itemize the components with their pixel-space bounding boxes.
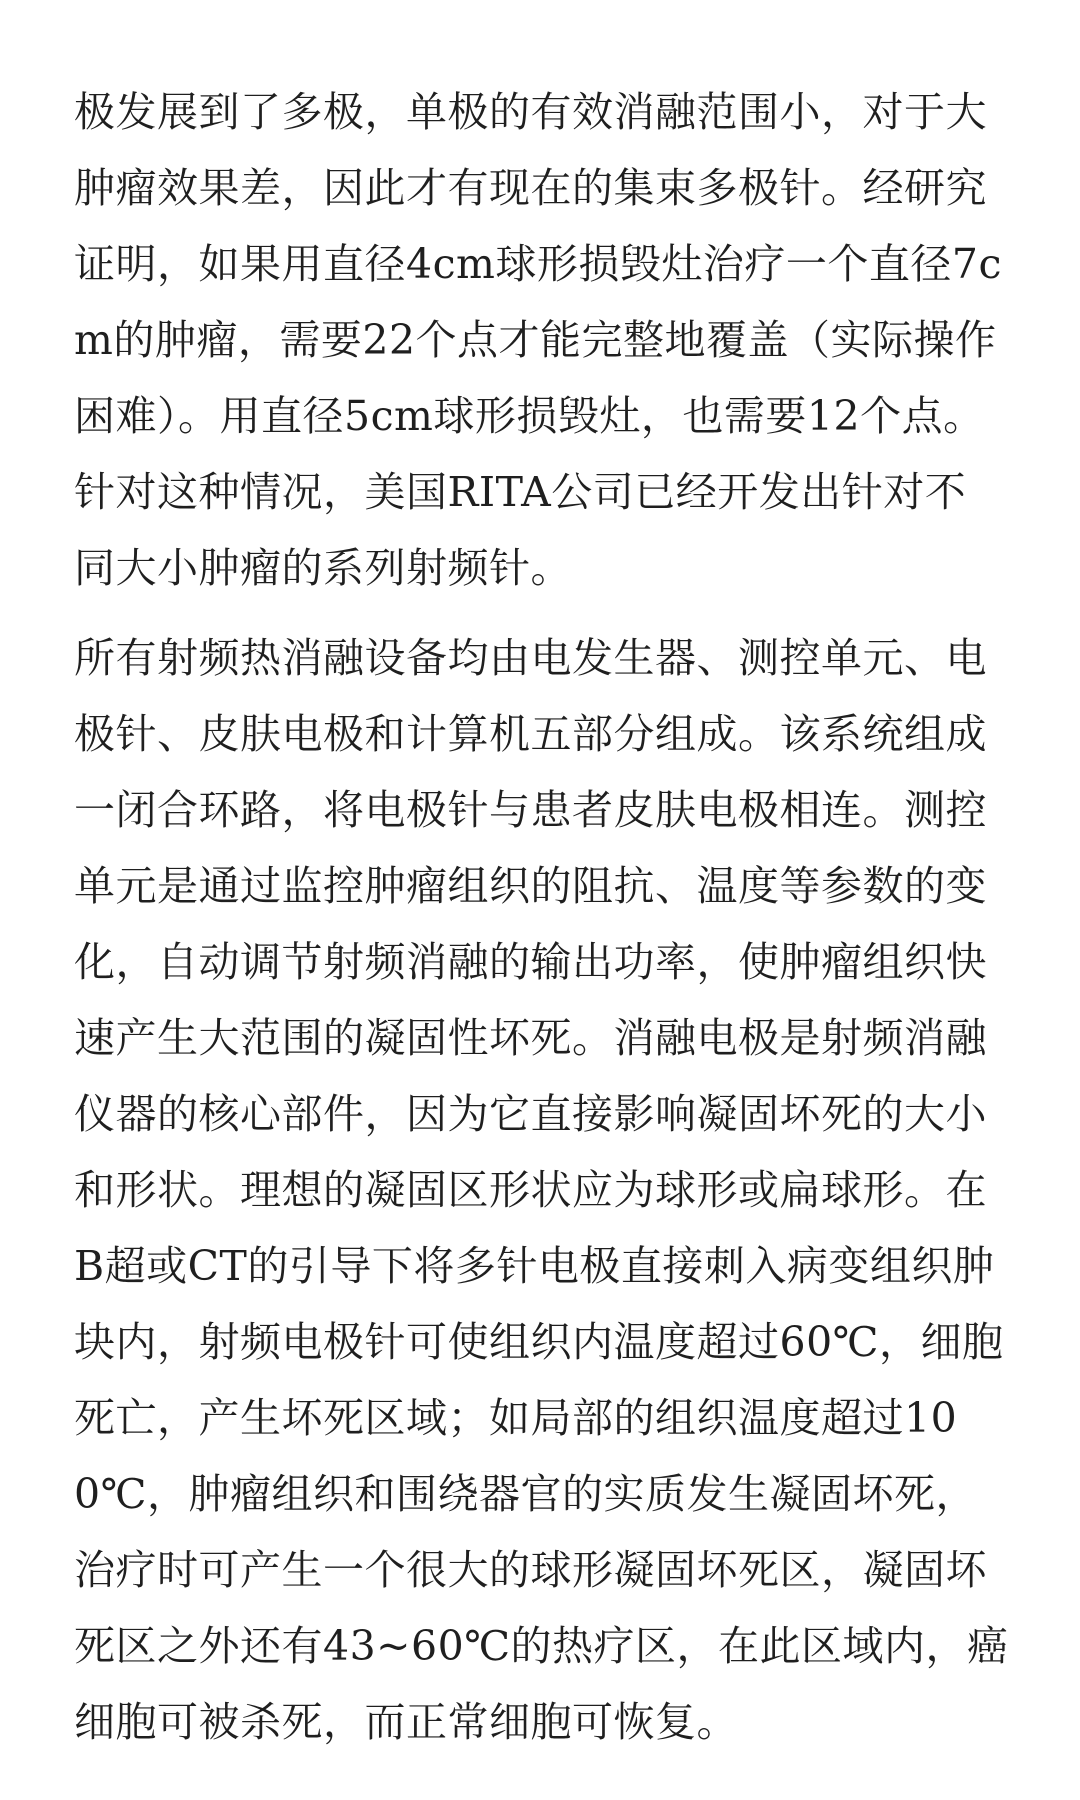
text-line: 针对这种情况，美国RITA公司已经开发出针对不 xyxy=(74,468,967,516)
text-line: 块内，射频电极针可使组织内温度超过60℃，细胞 xyxy=(74,1318,1004,1366)
text-line: 仪器的核心部件，因为它直接影响凝固坏死的大小 xyxy=(74,1090,987,1138)
text-line: 死亡，产生坏死区域；如局部的组织温度超过10 xyxy=(74,1394,958,1442)
text-line: 细胞可被杀死，而正常细胞可恢复。 xyxy=(74,1698,738,1746)
text-line: 化，自动调节射频消融的输出功率，使肿瘤组织快 xyxy=(74,938,987,986)
text-line: m的肿瘤，需要22个点才能完整地覆盖（实际操作 xyxy=(74,316,997,364)
text-line: 和形状。理想的凝固区形状应为球形或扁球形。在 xyxy=(74,1166,987,1214)
text-line: 0℃，肿瘤组织和围绕器官的实质发生凝固坏死， xyxy=(74,1470,977,1518)
text-line: 死区之外还有43~60℃的热疗区，在此区域内，癌 xyxy=(74,1622,1009,1670)
text-line: 治疗时可产生一个很大的球形凝固坏死区，凝固坏 xyxy=(74,1546,987,1594)
text-line: 一闭合环路，将电极针与患者皮肤电极相连。测控 xyxy=(74,786,987,834)
text-line: B超或CT的引导下将多针电极直接刺入病变组织肿 xyxy=(74,1242,995,1290)
text-line: 极针、皮肤电极和计算机五部分组成。该系统组成 xyxy=(74,710,987,758)
text-line: 极发展到了多极，单极的有效消融范围小，对于大 xyxy=(74,88,987,136)
text-line: 证明，如果用直径4cm球形损毁灶治疗一个直径7c xyxy=(74,240,1002,288)
text-line: 所有射频热消融设备均由电发生器、测控单元、电 xyxy=(74,634,987,682)
text-line: 肿瘤效果差，因此才有现在的集束多极针。经研究 xyxy=(74,164,987,212)
text-line: 同大小肿瘤的系列射频针。 xyxy=(74,544,572,592)
paragraph-rf-ablation-system xyxy=(74,620,1014,1760)
paragraph-rf-needle-development xyxy=(74,74,1014,606)
text-line: 单元是通过监控肿瘤组织的阻抗、温度等参数的变 xyxy=(74,862,987,910)
text-line: 困难）。用直径5cm球形损毁灶，也需要12个点。 xyxy=(74,392,985,440)
text-line: 速产生大范围的凝固性坏死。消融电极是射频消融 xyxy=(74,1014,987,1062)
